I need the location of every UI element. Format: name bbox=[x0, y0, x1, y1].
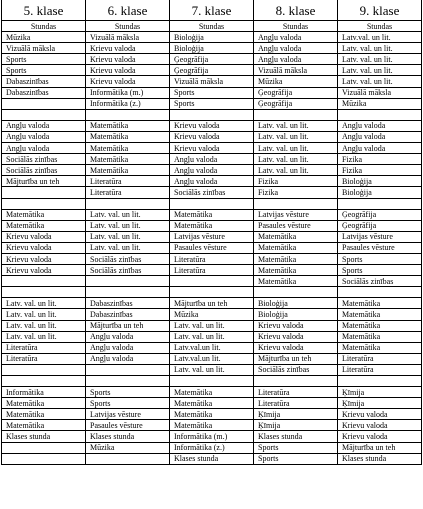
lesson-cell: Matemātika bbox=[254, 276, 338, 287]
lesson-cell: Krievu valoda bbox=[170, 120, 254, 131]
lesson-cell: Angļu valoda bbox=[254, 54, 338, 65]
lesson-cell: Vizuālā māksla bbox=[254, 65, 338, 76]
lesson-cell: Mūzika bbox=[2, 32, 86, 43]
lesson-cell: Fizika bbox=[254, 176, 338, 187]
lesson-cell: Fizika bbox=[338, 165, 422, 176]
lesson-cell: Latv.val. un lit. bbox=[338, 32, 422, 43]
lesson-row bbox=[2, 287, 422, 298]
lesson-cell bbox=[2, 364, 86, 375]
lesson-cell: Latv. val. un lit. bbox=[338, 65, 422, 76]
lesson-cell bbox=[338, 287, 422, 298]
lesson-row bbox=[2, 364, 422, 375]
lesson-cell: Matemātika bbox=[338, 309, 422, 320]
lesson-cell: Latv. val. un lit. bbox=[86, 209, 170, 220]
lesson-cell: Matemātika bbox=[338, 320, 422, 331]
stundas-label: Stundas bbox=[2, 21, 86, 32]
lesson-cell: Literatūra bbox=[2, 353, 86, 364]
lesson-cell: Ģeogrāfija bbox=[170, 65, 254, 76]
lesson-row bbox=[2, 32, 422, 43]
lesson-cell: Informātika bbox=[2, 387, 86, 398]
lesson-cell: Matemātika bbox=[254, 265, 338, 276]
lesson-cell: Literatūra bbox=[254, 387, 338, 398]
lesson-cell bbox=[86, 287, 170, 298]
lesson-cell: Ģeogrāfija bbox=[338, 209, 422, 220]
lesson-cell: Matemātika bbox=[254, 242, 338, 253]
lesson-cell: Informātika (m.) bbox=[170, 431, 254, 442]
lesson-cell: Matemātika bbox=[2, 398, 86, 409]
lesson-cell: Matemātika bbox=[338, 342, 422, 353]
lesson-cell: Dabaszinības bbox=[86, 298, 170, 309]
lesson-cell: Latv. val. un lit. bbox=[86, 220, 170, 231]
lesson-cell: Klases stunda bbox=[86, 431, 170, 442]
lesson-cell: Sociālās zinības bbox=[338, 276, 422, 287]
class-schedule-table bbox=[1, 0, 422, 465]
lesson-row bbox=[2, 253, 422, 264]
stundas-row bbox=[2, 21, 422, 32]
lesson-cell bbox=[2, 287, 86, 298]
lesson-row bbox=[2, 98, 422, 109]
lesson-cell: Sociālās zinības bbox=[2, 165, 86, 176]
lesson-cell: Matemātika bbox=[86, 154, 170, 165]
lesson-cell: Angļu valoda bbox=[170, 154, 254, 165]
lesson-cell: Mūzika bbox=[338, 98, 422, 109]
lesson-cell: Latv. val. un lit. bbox=[86, 242, 170, 253]
lesson-cell: Matemātika bbox=[2, 220, 86, 231]
lesson-cell: Mūzika bbox=[86, 442, 170, 453]
lesson-cell: Sociālās zinības bbox=[86, 253, 170, 264]
lesson-cell: Bioloģija bbox=[254, 309, 338, 320]
lesson-cell: Krievu valoda bbox=[338, 409, 422, 420]
lesson-cell: Matemātika bbox=[254, 231, 338, 242]
lesson-row bbox=[2, 198, 422, 209]
lesson-cell: Latvijas vēsture bbox=[170, 231, 254, 242]
lesson-cell: Krievu valoda bbox=[86, 54, 170, 65]
lesson-cell: Sports bbox=[170, 98, 254, 109]
lesson-cell: Literatūra bbox=[86, 176, 170, 187]
lesson-row bbox=[2, 176, 422, 187]
lesson-row bbox=[2, 298, 422, 309]
lesson-cell: Matemātika bbox=[86, 143, 170, 154]
lesson-cell: Mūzika bbox=[254, 76, 338, 87]
lesson-cell: Angļu valoda bbox=[86, 331, 170, 342]
lesson-cell: Angļu valoda bbox=[338, 131, 422, 142]
lesson-row bbox=[2, 220, 422, 231]
lesson-cell bbox=[2, 442, 86, 453]
lesson-cell: Krievu valoda bbox=[2, 265, 86, 276]
lesson-cell bbox=[86, 364, 170, 375]
lesson-row bbox=[2, 54, 422, 65]
lesson-cell: Latvijas vēsture bbox=[338, 231, 422, 242]
lesson-cell: Latv. val. un lit. bbox=[170, 364, 254, 375]
lesson-cell: Sociālās zinības bbox=[86, 265, 170, 276]
lesson-cell: Krievu valoda bbox=[338, 420, 422, 431]
lesson-row bbox=[2, 65, 422, 76]
lesson-cell: Matemātika bbox=[86, 165, 170, 176]
lesson-cell: Literatūra bbox=[254, 398, 338, 409]
lesson-row bbox=[2, 342, 422, 353]
lesson-cell: Angļu valoda bbox=[2, 120, 86, 131]
lesson-cell: Sports bbox=[2, 54, 86, 65]
class-8-header: 8. klase bbox=[254, 0, 338, 21]
lesson-row bbox=[2, 165, 422, 176]
lesson-cell: Fizika bbox=[254, 187, 338, 198]
lesson-cell: Matemātika bbox=[170, 387, 254, 398]
lesson-cell: Latv. val. un lit. bbox=[338, 76, 422, 87]
lesson-cell: Bioloģija bbox=[338, 176, 422, 187]
lesson-row bbox=[2, 431, 422, 442]
lesson-cell bbox=[254, 287, 338, 298]
lesson-row bbox=[2, 231, 422, 242]
lesson-cell: Matemātika bbox=[2, 420, 86, 431]
lesson-cell bbox=[86, 376, 170, 387]
class-7-header: 7. klase bbox=[170, 0, 254, 21]
lesson-row bbox=[2, 187, 422, 198]
lesson-cell: Latvijas vēsture bbox=[86, 409, 170, 420]
lesson-cell: Dabaszinības bbox=[2, 87, 86, 98]
schedule-body bbox=[2, 21, 422, 465]
lesson-cell: Ģeogrāfija bbox=[254, 98, 338, 109]
lesson-cell: Pasaules vēsture bbox=[170, 242, 254, 253]
lesson-cell bbox=[338, 109, 422, 120]
lesson-cell: Bioloģija bbox=[170, 32, 254, 43]
lesson-row bbox=[2, 420, 422, 431]
class-6-header: 6. klase bbox=[86, 0, 170, 21]
lesson-row bbox=[2, 453, 422, 464]
lesson-row bbox=[2, 353, 422, 364]
lesson-cell: Latv. val. un lit. bbox=[170, 320, 254, 331]
lesson-cell: Literatūra bbox=[170, 253, 254, 264]
lesson-cell bbox=[2, 98, 86, 109]
lesson-row bbox=[2, 120, 422, 131]
class-header-row bbox=[2, 0, 422, 21]
lesson-cell: Krievu valoda bbox=[254, 331, 338, 342]
lesson-cell: Latv.val.un lit. bbox=[170, 342, 254, 353]
lesson-cell: Klases stunda bbox=[2, 431, 86, 442]
lesson-cell: Klases stunda bbox=[170, 453, 254, 464]
lesson-cell: Krievu valoda bbox=[2, 231, 86, 242]
lesson-cell: Ģeogrāfija bbox=[254, 87, 338, 98]
lesson-cell: Vizuālā māksla bbox=[338, 87, 422, 98]
lesson-cell: Informātika (z.) bbox=[170, 442, 254, 453]
lesson-row bbox=[2, 131, 422, 142]
lesson-cell: Mājturība un teh bbox=[86, 320, 170, 331]
lesson-cell: Latv. val. un lit. bbox=[254, 143, 338, 154]
lesson-cell bbox=[2, 376, 86, 387]
lesson-cell bbox=[170, 287, 254, 298]
lesson-cell: Krievu valoda bbox=[86, 43, 170, 54]
lesson-row bbox=[2, 309, 422, 320]
lesson-cell: Matemātika bbox=[170, 398, 254, 409]
lesson-cell: Pasaules vēsture bbox=[254, 220, 338, 231]
lesson-row bbox=[2, 242, 422, 253]
lesson-cell: Latv. val. un lit. bbox=[254, 131, 338, 142]
lesson-row bbox=[2, 276, 422, 287]
lesson-cell: Pasaules vēsture bbox=[86, 420, 170, 431]
lesson-cell: Sports bbox=[170, 87, 254, 98]
lesson-cell: Latv. val. un lit. bbox=[2, 320, 86, 331]
lesson-cell: Krievu valoda bbox=[170, 143, 254, 154]
lesson-cell: Latv. val. un lit. bbox=[254, 154, 338, 165]
lesson-cell: Angļu valoda bbox=[86, 353, 170, 364]
lesson-cell bbox=[170, 376, 254, 387]
lesson-cell: Ķīmija bbox=[254, 420, 338, 431]
lesson-cell: Sociālās zinības bbox=[2, 154, 86, 165]
lesson-cell: Latv. val. un lit. bbox=[254, 120, 338, 131]
lesson-cell: Krievu valoda bbox=[2, 253, 86, 264]
lesson-cell: Latv. val. un lit. bbox=[2, 309, 86, 320]
lesson-cell: Ķīmija bbox=[338, 398, 422, 409]
lesson-row bbox=[2, 209, 422, 220]
lesson-cell: Ģeogrāfija bbox=[338, 220, 422, 231]
lesson-cell bbox=[254, 376, 338, 387]
lesson-row bbox=[2, 376, 422, 387]
lesson-cell: Krievu valoda bbox=[338, 431, 422, 442]
lesson-row bbox=[2, 43, 422, 54]
lesson-row bbox=[2, 265, 422, 276]
lesson-cell: Ķīmija bbox=[338, 387, 422, 398]
lesson-row bbox=[2, 331, 422, 342]
lesson-cell: Literatūra bbox=[338, 364, 422, 375]
lesson-cell: Krievu valoda bbox=[170, 131, 254, 142]
lesson-cell: Latv.val.un lit. bbox=[170, 353, 254, 364]
lesson-cell: Latv. val. un lit. bbox=[86, 231, 170, 242]
lesson-cell: Matemātika bbox=[170, 209, 254, 220]
lesson-cell: Mūzika bbox=[170, 309, 254, 320]
lesson-row bbox=[2, 76, 422, 87]
stundas-label: Stundas bbox=[86, 21, 170, 32]
lesson-cell: Krievu valoda bbox=[86, 76, 170, 87]
lesson-cell bbox=[86, 276, 170, 287]
lesson-cell bbox=[2, 453, 86, 464]
lesson-cell: Sports bbox=[338, 265, 422, 276]
lesson-cell: Sports bbox=[338, 253, 422, 264]
lesson-cell: Angļu valoda bbox=[338, 120, 422, 131]
lesson-cell: Ģeogrāfija bbox=[170, 54, 254, 65]
lesson-cell bbox=[86, 109, 170, 120]
lesson-cell bbox=[170, 109, 254, 120]
lesson-cell: Literatūra bbox=[86, 187, 170, 198]
lesson-cell: Angļu valoda bbox=[170, 165, 254, 176]
lesson-row bbox=[2, 442, 422, 453]
lesson-cell: Literatūra bbox=[2, 342, 86, 353]
stundas-label: Stundas bbox=[254, 21, 338, 32]
lesson-cell: Mājturība un teh bbox=[338, 442, 422, 453]
lesson-cell bbox=[2, 198, 86, 209]
lesson-row bbox=[2, 109, 422, 120]
lesson-cell: Mājturība un teh bbox=[254, 353, 338, 364]
lesson-cell bbox=[170, 276, 254, 287]
lesson-cell: Mājturība un teh bbox=[170, 298, 254, 309]
lesson-cell: Angļu valoda bbox=[338, 143, 422, 154]
lesson-cell: Matemātika bbox=[86, 131, 170, 142]
lesson-cell: Latv. val. un lit. bbox=[338, 54, 422, 65]
lesson-cell: Matemātika bbox=[338, 298, 422, 309]
lesson-cell bbox=[338, 376, 422, 387]
lesson-cell bbox=[338, 198, 422, 209]
lesson-cell bbox=[2, 276, 86, 287]
lesson-cell: Latv. val. un lit. bbox=[2, 298, 86, 309]
lesson-cell bbox=[86, 453, 170, 464]
lesson-cell bbox=[254, 109, 338, 120]
lesson-row bbox=[2, 143, 422, 154]
lesson-cell: Krievu valoda bbox=[254, 320, 338, 331]
lesson-cell: Latv. val. un lit. bbox=[254, 165, 338, 176]
lesson-cell: Angļu valoda bbox=[2, 131, 86, 142]
lesson-cell: Latv. val. un lit. bbox=[170, 331, 254, 342]
lesson-cell bbox=[170, 198, 254, 209]
lesson-cell: Krievu valoda bbox=[86, 65, 170, 76]
lesson-cell bbox=[2, 187, 86, 198]
class-9-header: 9. klase bbox=[338, 0, 422, 21]
lesson-cell bbox=[86, 198, 170, 209]
lesson-cell: Ķīmija bbox=[254, 409, 338, 420]
lesson-cell: Angļu valoda bbox=[254, 32, 338, 43]
lesson-cell bbox=[254, 198, 338, 209]
lesson-cell: Literatūra bbox=[170, 265, 254, 276]
lesson-cell: Sports bbox=[86, 398, 170, 409]
lesson-cell: Latv. val. un lit. bbox=[2, 331, 86, 342]
lesson-cell: Sports bbox=[86, 387, 170, 398]
lesson-cell: Literatūra bbox=[338, 353, 422, 364]
lesson-cell: Krievu valoda bbox=[254, 342, 338, 353]
lesson-cell: Sports bbox=[2, 65, 86, 76]
lesson-cell: Bioloģija bbox=[338, 187, 422, 198]
lesson-cell: Angļu valoda bbox=[86, 342, 170, 353]
lesson-cell: Matemātika bbox=[170, 220, 254, 231]
lesson-cell: Dabaszinības bbox=[2, 76, 86, 87]
lesson-cell: Fizika bbox=[338, 154, 422, 165]
lesson-cell: Vizuālā māksla bbox=[170, 76, 254, 87]
lesson-row bbox=[2, 87, 422, 98]
lesson-row bbox=[2, 154, 422, 165]
lesson-cell: Matemātika bbox=[254, 253, 338, 264]
lesson-cell: Angļu valoda bbox=[254, 43, 338, 54]
lesson-cell: Informātika (z.) bbox=[86, 98, 170, 109]
lesson-cell: Informātika (m.) bbox=[86, 87, 170, 98]
lesson-row bbox=[2, 320, 422, 331]
lesson-row bbox=[2, 387, 422, 398]
lesson-cell: Klases stunda bbox=[338, 453, 422, 464]
lesson-cell: Matemātika bbox=[2, 409, 86, 420]
lesson-cell: Vizuālā māksla bbox=[2, 43, 86, 54]
lesson-cell: Dabaszinības bbox=[86, 309, 170, 320]
lesson-cell: Matemātika bbox=[2, 209, 86, 220]
lesson-cell: Angļu valoda bbox=[2, 143, 86, 154]
lesson-cell: Bioloģija bbox=[254, 298, 338, 309]
stundas-label: Stundas bbox=[170, 21, 254, 32]
lesson-row bbox=[2, 398, 422, 409]
lesson-cell: Pasaules vēsture bbox=[338, 242, 422, 253]
stundas-label: Stundas bbox=[338, 21, 422, 32]
lesson-cell: Sports bbox=[254, 453, 338, 464]
lesson-cell: Sociālās zinības bbox=[170, 187, 254, 198]
class-5-header: 5. klase bbox=[2, 0, 86, 21]
lesson-row bbox=[2, 409, 422, 420]
lesson-cell: Klases stunda bbox=[254, 431, 338, 442]
lesson-cell: Vizuālā māksla bbox=[86, 32, 170, 43]
lesson-cell: Sports bbox=[254, 442, 338, 453]
lesson-cell: Latv. val. un lit. bbox=[338, 43, 422, 54]
lesson-cell: Mājturība un teh bbox=[2, 176, 86, 187]
lesson-cell: Angļu valoda bbox=[170, 176, 254, 187]
lesson-cell: Matemātika bbox=[86, 120, 170, 131]
lesson-cell: Matemātika bbox=[170, 420, 254, 431]
lesson-cell bbox=[2, 109, 86, 120]
lesson-cell: Sociālās zinības bbox=[254, 364, 338, 375]
lesson-cell: Krievu valoda bbox=[2, 242, 86, 253]
lesson-cell: Latvijas vēsture bbox=[254, 209, 338, 220]
lesson-cell: Bioloģija bbox=[170, 43, 254, 54]
lesson-cell: Matemātika bbox=[170, 409, 254, 420]
lesson-cell: Matemātika bbox=[338, 331, 422, 342]
